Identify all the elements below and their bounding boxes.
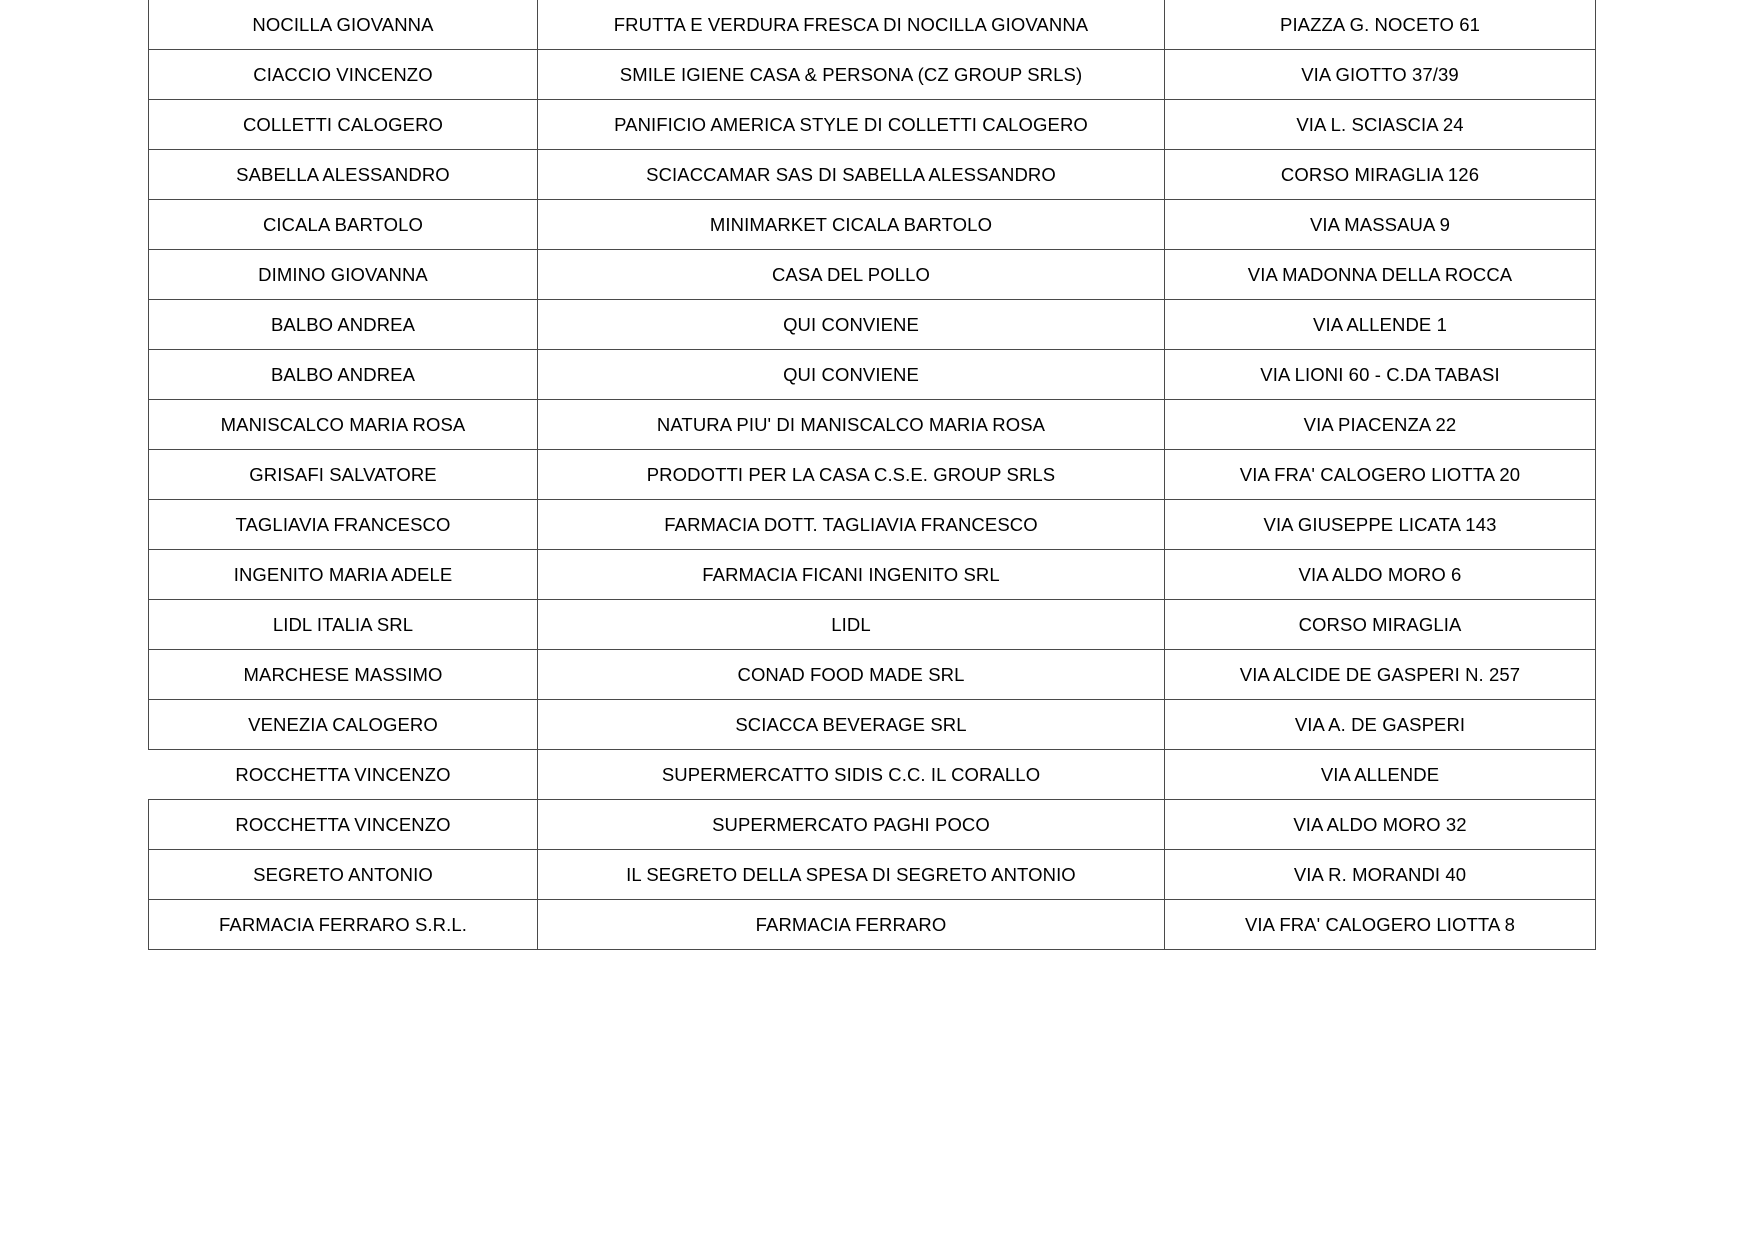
business-cell: FARMACIA FICANI INGENITO SRL — [538, 550, 1165, 600]
owner-cell: CIACCIO VINCENZO — [149, 50, 538, 100]
address-cell: VIA ALCIDE DE GASPERI N. 257 — [1165, 650, 1596, 700]
table-row — [149, 100, 1596, 150]
owner-cell: SEGRETO ANTONIO — [149, 850, 538, 900]
owner-cell: DIMINO GIOVANNA — [149, 250, 538, 300]
business-cell: PRODOTTI PER LA CASA C.S.E. GROUP SRLS — [538, 450, 1165, 500]
business-cell: IL SEGRETO DELLA SPESA DI SEGRETO ANTONIO — [538, 850, 1165, 900]
business-cell: FARMACIA DOTT. TAGLIAVIA FRANCESCO — [538, 500, 1165, 550]
table-row — [149, 250, 1596, 300]
table-row — [149, 400, 1596, 450]
business-cell: SCIACCAMAR SAS DI SABELLA ALESSANDRO — [538, 150, 1165, 200]
merchant-table — [148, 0, 1596, 950]
business-cell: SUPERMERCATO PAGHI POCO — [538, 800, 1165, 850]
table-row — [149, 850, 1596, 900]
table-row — [149, 900, 1596, 950]
table-row — [149, 700, 1596, 750]
owner-cell: CICALA BARTOLO — [149, 200, 538, 250]
owner-cell: BALBO ANDREA — [149, 350, 538, 400]
address-cell: VIA MADONNA DELLA ROCCA — [1165, 250, 1596, 300]
address-cell: VIA GIUSEPPE LICATA 143 — [1165, 500, 1596, 550]
table-row — [149, 0, 1596, 50]
owner-cell: SABELLA ALESSANDRO — [149, 150, 538, 200]
address-cell: CORSO MIRAGLIA — [1165, 600, 1596, 650]
business-cell: QUI CONVIENE — [538, 350, 1165, 400]
table-row — [149, 150, 1596, 200]
owner-cell: ROCCHETTA VINCENZO — [149, 800, 538, 850]
table-row — [149, 750, 1596, 800]
table-row — [149, 350, 1596, 400]
business-cell: CASA DEL POLLO — [538, 250, 1165, 300]
table-row — [149, 50, 1596, 100]
business-cell: SCIACCA BEVERAGE SRL — [538, 700, 1165, 750]
address-cell: VIA ALDO MORO 32 — [1165, 800, 1596, 850]
owner-cell: FARMACIA FERRARO S.R.L. — [149, 900, 538, 950]
address-cell: VIA ALLENDE — [1165, 750, 1596, 800]
address-cell: VIA ALDO MORO 6 — [1165, 550, 1596, 600]
table-row — [149, 450, 1596, 500]
owner-cell: COLLETTI CALOGERO — [149, 100, 538, 150]
table-row — [149, 500, 1596, 550]
owner-cell: TAGLIAVIA FRANCESCO — [149, 500, 538, 550]
owner-cell: NOCILLA GIOVANNA — [149, 0, 538, 50]
table-row — [149, 550, 1596, 600]
table-row — [149, 200, 1596, 250]
address-cell: VIA R. MORANDI 40 — [1165, 850, 1596, 900]
address-cell: PIAZZA G. NOCETO 61 — [1165, 0, 1596, 50]
owner-cell: LIDL ITALIA SRL — [149, 600, 538, 650]
business-cell: QUI CONVIENE — [538, 300, 1165, 350]
address-cell: VIA FRA' CALOGERO LIOTTA 20 — [1165, 450, 1596, 500]
address-cell: VIA MASSAUA 9 — [1165, 200, 1596, 250]
table-row — [149, 800, 1596, 850]
table-row — [149, 600, 1596, 650]
owner-cell: MARCHESE MASSIMO — [149, 650, 538, 700]
address-cell: VIA PIACENZA 22 — [1165, 400, 1596, 450]
owner-cell: VENEZIA CALOGERO — [149, 700, 538, 750]
table-row — [149, 300, 1596, 350]
owner-cell: BALBO ANDREA — [149, 300, 538, 350]
owner-cell: GRISAFI SALVATORE — [149, 450, 538, 500]
address-cell: VIA GIOTTO 37/39 — [1165, 50, 1596, 100]
address-cell: VIA L. SCIASCIA 24 — [1165, 100, 1596, 150]
address-cell: CORSO MIRAGLIA 126 — [1165, 150, 1596, 200]
address-cell: VIA FRA' CALOGERO LIOTTA 8 — [1165, 900, 1596, 950]
address-cell: VIA LIONI 60 - C.DA TABASI — [1165, 350, 1596, 400]
table-row — [149, 650, 1596, 700]
business-cell: FARMACIA FERRARO — [538, 900, 1165, 950]
business-cell: NATURA PIU' DI MANISCALCO MARIA ROSA — [538, 400, 1165, 450]
business-cell: PANIFICIO AMERICA STYLE DI COLLETTI CALOGERO — [538, 100, 1165, 150]
business-cell: SMILE IGIENE CASA & PERSONA (CZ GROUP SRLS) — [538, 50, 1165, 100]
owner-cell: MANISCALCO MARIA ROSA — [149, 400, 538, 450]
address-cell: VIA ALLENDE 1 — [1165, 300, 1596, 350]
owner-cell: ROCCHETTA VINCENZO — [149, 750, 538, 800]
address-cell: VIA A. DE GASPERI — [1165, 700, 1596, 750]
business-cell: FRUTTA E VERDURA FRESCA DI NOCILLA GIOVANNA — [538, 0, 1165, 50]
business-cell: MINIMARKET CICALA BARTOLO — [538, 200, 1165, 250]
owner-cell: INGENITO MARIA ADELE — [149, 550, 538, 600]
business-cell: LIDL — [538, 600, 1165, 650]
business-cell: CONAD FOOD MADE SRL — [538, 650, 1165, 700]
business-cell: SUPERMERCATTO SIDIS C.C. IL CORALLO — [538, 750, 1165, 800]
